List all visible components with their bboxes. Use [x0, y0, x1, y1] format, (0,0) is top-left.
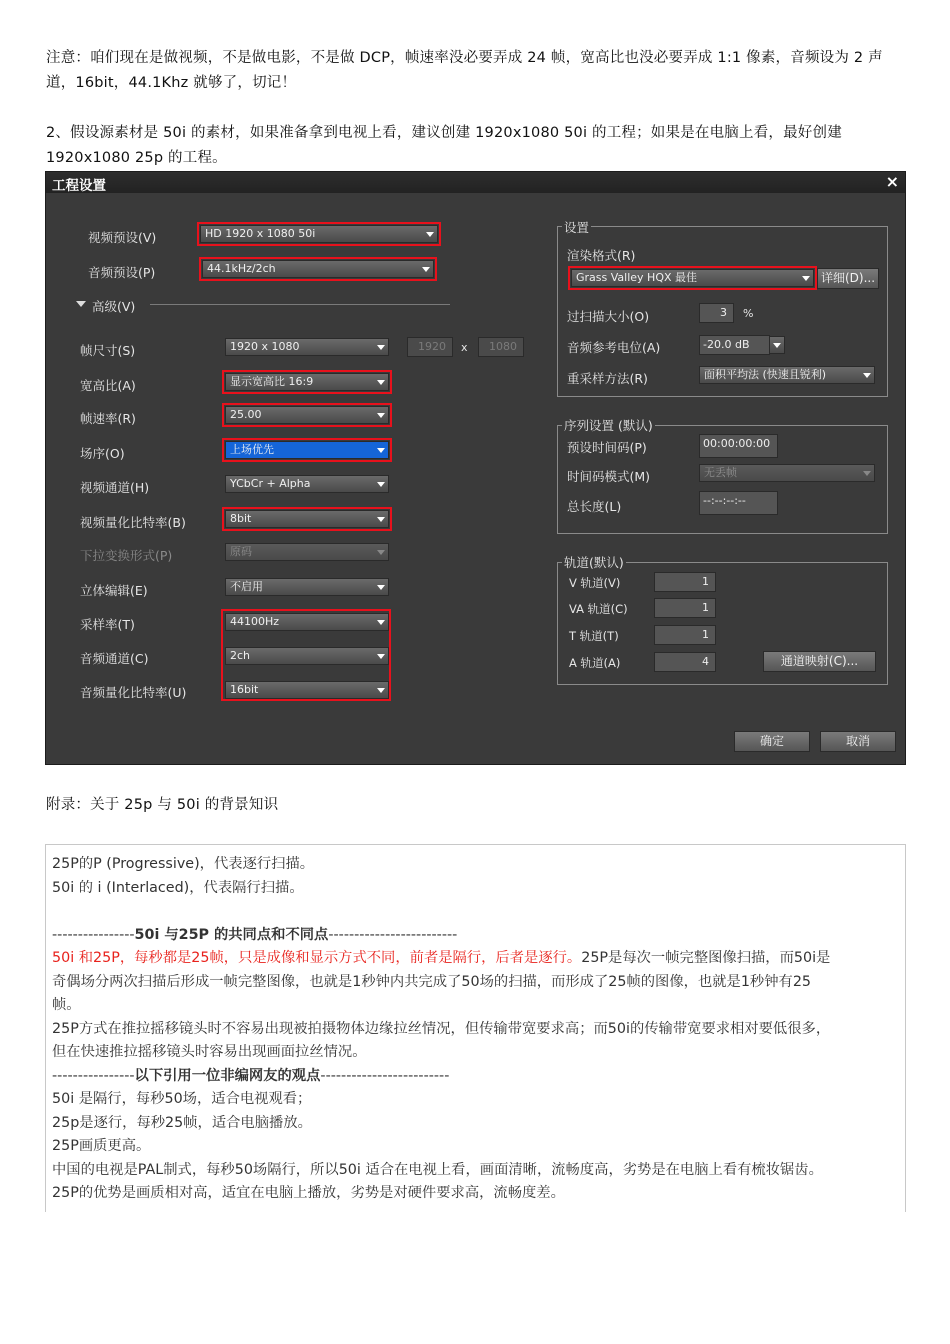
appendix-line-10: 50i 是隔行，每秒50场，适合电视观看；: [52, 1091, 312, 1107]
tc-preset-input[interactable]: 00:00:00:00: [699, 434, 778, 458]
audio-ref-input[interactable]: -20.0 dB: [699, 335, 770, 355]
v-track-label: V 轨道(V): [569, 576, 621, 590]
audio-bit-label: 音频量化比特率(U): [80, 685, 187, 700]
section-title: 以下引用一位非编网友的观点: [134, 1068, 321, 1084]
t-track-label: T 轨道(T): [569, 629, 619, 643]
appendix-line-9: [52, 1065, 449, 1089]
va-track-label: VA 轨道(C): [569, 602, 628, 616]
frame-size-dropdown[interactable]: [225, 338, 389, 356]
overscan-label: 过扫描大小(O): [567, 309, 650, 324]
dash-rule: -------------------------: [328, 927, 458, 943]
field-order-value: 上场优先: [230, 443, 274, 456]
appendix-line-3: [52, 924, 457, 948]
video-channel-value: YCbCr + Alpha: [230, 477, 311, 490]
audio-bit-value: 16bit: [230, 683, 259, 696]
stereo-value: 不启用: [230, 580, 263, 593]
audio-channel-value: 2ch: [230, 649, 251, 662]
appendix-line-6: 帧。: [52, 997, 81, 1013]
fps-dropdown[interactable]: [225, 406, 389, 424]
chevron-down-icon: [863, 373, 871, 378]
tc-preset-label: 预设时间码(P): [567, 440, 647, 455]
resample-dropdown[interactable]: [699, 366, 875, 384]
audio-channel-dropdown[interactable]: [225, 647, 389, 665]
pulldown-value: 原码: [230, 545, 252, 558]
settings-group-title: 设置: [564, 220, 590, 235]
frame-x-label: x: [461, 341, 468, 354]
audio-bit-dropdown[interactable]: [225, 681, 389, 699]
close-icon[interactable]: ×: [885, 172, 899, 191]
dialog-title: 工程设置: [52, 178, 106, 194]
render-format-dropdown[interactable]: [571, 269, 814, 287]
chevron-down-icon: [377, 620, 385, 625]
chevron-down-icon: [426, 232, 434, 237]
video-channel-label: 视频通道(H): [80, 480, 150, 495]
chevron-down-icon: [863, 471, 871, 476]
video-channel-dropdown[interactable]: [225, 475, 389, 493]
appendix-line-1: 25P的P (Progressive)，代表逐行扫描。: [52, 856, 315, 872]
chevron-down-icon: [377, 688, 385, 693]
chevron-down-icon: [377, 380, 385, 385]
appendix-line-8: 但在快速推拉摇移镜头时容易出现画面拉丝情况。: [52, 1044, 367, 1060]
cancel-button[interactable]: 取消: [820, 731, 896, 752]
chevron-down-icon: [377, 345, 385, 350]
chevron-down-icon: [377, 517, 385, 522]
step2-paragraph: 2、假设源素材是 50i 的素材，如果准备拿到电视上看，建议创建 1920x1080 50i 的工程；如果是在电脑上看，最好创建 1920x1080 25p 的工程。: [46, 125, 842, 166]
overscan-unit: %: [743, 307, 754, 320]
frame-height-field[interactable]: 1080: [478, 337, 524, 357]
frame-size-label: 帧尺寸(S): [80, 343, 136, 358]
tc-mode-label: 时间码模式(M): [567, 469, 651, 484]
appendix-line-11: 25p是逐行，每秒25帧，适合电脑播放。: [52, 1115, 312, 1131]
chevron-down-icon: [773, 343, 781, 348]
chevron-down-icon: [802, 276, 810, 281]
resample-label: 重采样方法(R): [567, 371, 648, 386]
chevron-down-icon: [377, 585, 385, 590]
appendix-line-13: 中国的电视是PAL制式，每秒50场隔行，所以50i 适合在电视上看，画面清晰，流畅度高，劣势是在电脑上看有梳妆锯齿。: [52, 1162, 823, 1178]
aspect-value: 显示宽高比 16:9: [230, 375, 314, 388]
aspect-dropdown[interactable]: [225, 373, 389, 391]
appendix-line-12: 25P画质更高。: [52, 1138, 151, 1154]
appendix-line-14: 25P的优势是画质相对高，适宜在电脑上播放，劣势是对硬件要求高，流畅度差。: [52, 1185, 565, 1201]
frame-width-field[interactable]: 1920: [407, 337, 453, 357]
va-track-input[interactable]: 1: [654, 598, 716, 618]
appendix-line-7: 25P方式在推拉摇移镜头时不容易出现被拍摄物体边缘拉丝情况，但传输带宽要求高；而50i的传输带宽要求相对要低很多，: [52, 1021, 831, 1037]
resample-value: 面积平均法 (快速且锐利): [704, 368, 827, 381]
aspect-label: 宽高比(A): [80, 378, 136, 393]
body-text: 25P是每次一帧完整图像扫描，而50i是: [581, 950, 831, 966]
overscan-input[interactable]: 3: [699, 303, 734, 323]
field-order-label: 场序(O): [80, 446, 125, 461]
chevron-down-icon: [377, 550, 385, 555]
appendix-heading: 附录：关于 25p 与 50i 的背景知识: [46, 797, 279, 813]
chevron-down-icon: [377, 413, 385, 418]
field-order-dropdown[interactable]: [225, 441, 389, 459]
video-bit-value: 8bit: [230, 512, 252, 525]
video-preset-label: 视频预设(V): [88, 230, 157, 245]
tc-mode-dropdown: [699, 464, 875, 482]
a-track-label: A 轨道(A): [569, 656, 621, 670]
audio-preset-value: 44.1kHz/2ch: [207, 262, 276, 275]
dialog-titlebar: [46, 172, 905, 193]
audio-ref-dropdown[interactable]: [769, 336, 785, 354]
audio-ref-label: 音频参考电位(A): [567, 340, 661, 355]
channel-map-button[interactable]: 通道映射(C)...: [763, 651, 876, 672]
video-bit-dropdown[interactable]: [225, 510, 389, 528]
detail-button[interactable]: 详细(D)...: [817, 268, 879, 289]
dash-rule: ----------------: [52, 927, 135, 943]
chevron-down-icon: [377, 654, 385, 659]
tc-mode-value: 无丢帧: [704, 466, 737, 479]
dash-rule: ----------------: [52, 1068, 135, 1084]
sample-rate-dropdown[interactable]: [225, 613, 389, 631]
stereo-dropdown[interactable]: [225, 578, 389, 596]
audio-preset-label: 音频预设(P): [88, 265, 156, 280]
sample-rate-label: 采样率(T): [80, 617, 135, 632]
track-group-title: 轨道(默认): [564, 555, 624, 570]
appendix-content-box: [45, 844, 906, 1212]
render-format-label: 渲染格式(R): [567, 248, 636, 263]
appendix-line-2: 50i 的 i (Interlaced)，代表隔行扫描。: [52, 880, 304, 896]
audio-preset-dropdown[interactable]: [202, 260, 434, 278]
v-track-input[interactable]: 1: [654, 572, 716, 592]
appendix-line-4: [52, 947, 830, 971]
duration-input[interactable]: --:--:--:--: [699, 491, 778, 515]
advanced-label[interactable]: 高级(V): [92, 299, 136, 314]
sample-rate-value: 44100Hz: [230, 615, 280, 628]
duration-label: 总长度(L): [567, 499, 622, 514]
a-track-input[interactable]: 4: [654, 652, 716, 672]
t-track-input[interactable]: 1: [654, 625, 716, 645]
collapse-triangle-icon[interactable]: [76, 301, 86, 307]
chevron-down-icon: [377, 448, 385, 453]
note-paragraph: 注意：咱们现在是做视频，不是做电影，不是做 DCP，帧速率没必要弄成 24 帧，宽高比也没必要弄成 1:1 像素，音频设为 2 声道，16bit，44.1Khz 就够了，切记！: [46, 50, 883, 91]
frame-size-value: 1920 x 1080: [230, 340, 300, 353]
project-settings-dialog: [45, 171, 906, 765]
video-preset-dropdown[interactable]: [200, 225, 438, 243]
stereo-label: 立体编辑(E): [80, 583, 148, 598]
section-title: 50i 与25P 的共同点和不同点: [134, 927, 329, 943]
render-format-value: Grass Valley HQX 最佳: [576, 271, 698, 284]
chevron-down-icon: [377, 482, 385, 487]
highlight-text: 50i 和25P，每秒都是25帧，只是成像和显示方式不同，前者是隔行，后者是逐行。: [52, 950, 582, 966]
advanced-divider: [150, 304, 450, 305]
chevron-down-icon: [422, 267, 430, 272]
video-preset-value: HD 1920 x 1080 50i: [205, 227, 316, 240]
pulldown-dropdown: [225, 543, 389, 561]
fps-value: 25.00: [230, 408, 262, 421]
video-bit-label: 视频量化比特率(B): [80, 515, 186, 530]
dash-rule: -------------------------: [320, 1068, 450, 1084]
audio-channel-label: 音频通道(C): [80, 651, 149, 666]
appendix-line-5: 奇偶场分两次扫描后形成一帧完整图像，也就是1秒钟内共完成了50场的扫描，而形成了25帧的图像，也就是1秒钟有25: [52, 974, 812, 990]
pulldown-label: 下拉变换形式(P): [80, 548, 173, 563]
sequence-group-title: 序列设置 (默认): [564, 418, 653, 433]
fps-label: 帧速率(R): [80, 411, 136, 426]
ok-button[interactable]: 确定: [734, 731, 810, 752]
